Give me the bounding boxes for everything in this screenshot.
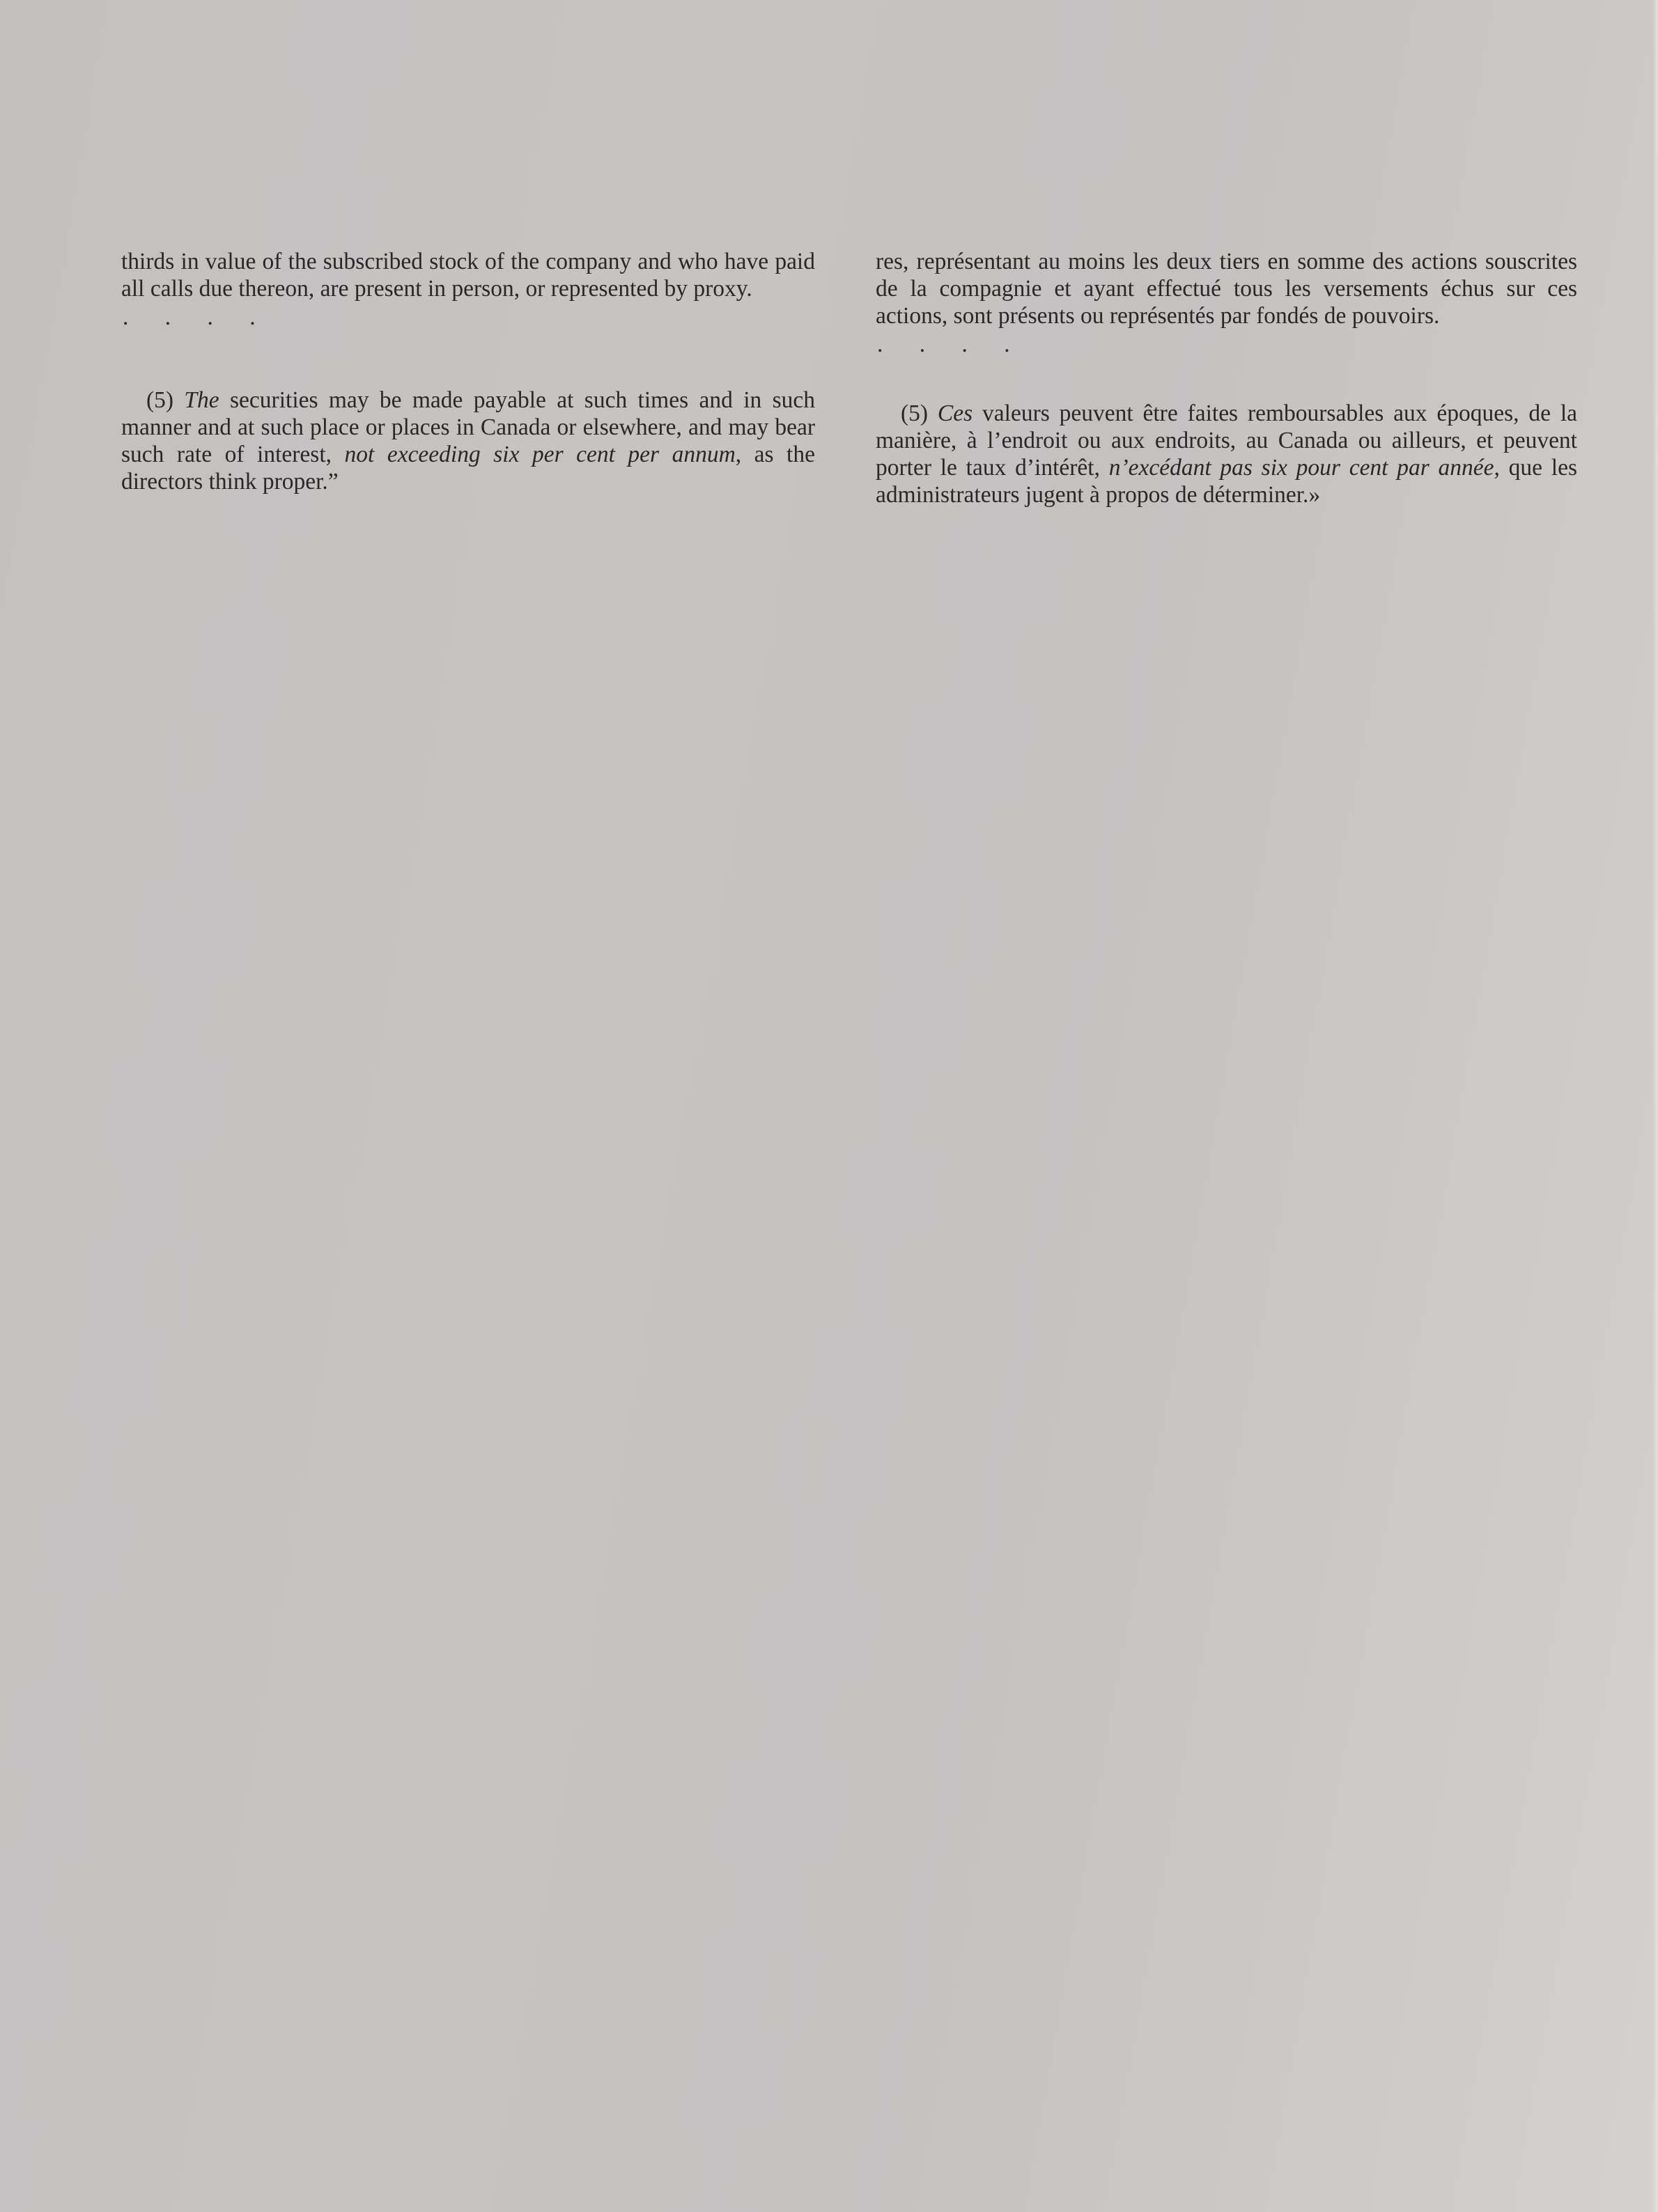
french-italic-interest: n’excédant pas six pour cent par année, [1108,455,1500,481]
french-paragraph-text-2: que les administrateurs jugent à propos de déterminer.» [876,455,1577,508]
english-ellipsis: . . . . [123,304,271,330]
english-column [121,248,815,495]
french-column [876,248,1577,508]
page-edge [1652,0,1658,2212]
english-paragraph-5 [121,387,815,495]
english-paragraph-continuation: thirds in value of the subscribed stock of the company and who have paid all calls due thereon, are present in person, or represented by proxy. [121,249,815,302]
french-paragraph-continuation: res, représentant au moins les deux tiers en somme des actions souscrites de la compagnie et ayant effectué tous les versements échus sur ces actions, sont présents ou représentés par fondés de pouvoirs. [876,249,1577,329]
french-ellipsis: . . . . [877,332,1025,357]
english-italic-interest: not exceeding six per cent per annum [344,442,736,467]
french-paragraph-5 [876,400,1577,508]
english-italic-lead: The [184,387,219,413]
english-paragraph-number: (5) [146,387,174,413]
french-paragraph-number: (5) [901,400,929,426]
english-paragraph-text-2: , as the directors think proper.” [121,442,815,494]
french-italic-lead: Ces [937,400,973,426]
french-paragraph-text-1: valeurs peuvent être faites remboursables aux époques, de la manière, à l’endroit ou aux endroits, au Canada ou ailleurs, et peuvent porter le taux d’intérêt, [876,400,1578,481]
english-paragraph-text-1: securities may be made payable at such times and in such manner and at such place or places in Canada or elsewhere, and may bear such rate of interest, [121,387,816,467]
